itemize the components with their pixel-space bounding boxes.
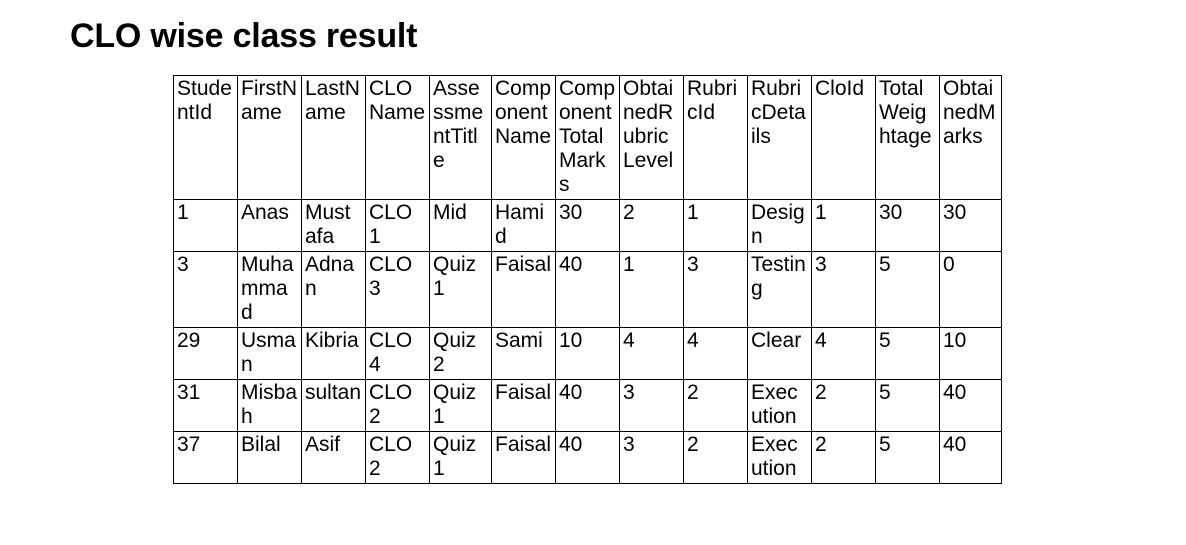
cell-assessmenttitle: Quiz 1 [430, 380, 492, 432]
cell-obtainedrubriclevel: 3 [620, 380, 684, 432]
column-header-obtainedmarks: ObtainedMarks [940, 76, 1002, 200]
cell-firstname: Misbah [238, 380, 302, 432]
column-header-componentname: ComponentName [492, 76, 556, 200]
cell-rubricdetails: Testing [748, 252, 812, 328]
cell-totalweightage: 30 [876, 200, 940, 252]
cell-rubricid: 2 [684, 380, 748, 432]
cell-rubricdetails: Design [748, 200, 812, 252]
column-header-rubricid: RubricId [684, 76, 748, 200]
cell-assessmenttitle: Mid [430, 200, 492, 252]
cell-rubricid: 2 [684, 432, 748, 484]
cell-componentname: Faisal [492, 432, 556, 484]
cell-rubricdetails: Execution [748, 380, 812, 432]
cell-obtainedmarks: 40 [940, 380, 1002, 432]
cell-assessmenttitle: Quiz 1 [430, 432, 492, 484]
cell-cloname: CLO 1 [366, 200, 430, 252]
cell-lastname: Asif [302, 432, 366, 484]
cell-studentid: 31 [174, 380, 238, 432]
cell-studentid: 3 [174, 252, 238, 328]
cell-cloid: 3 [812, 252, 876, 328]
cell-componentname: Faisal [492, 252, 556, 328]
cell-cloid: 2 [812, 432, 876, 484]
cell-studentid: 37 [174, 432, 238, 484]
cell-componentname: Faisal [492, 380, 556, 432]
cell-cloid: 1 [812, 200, 876, 252]
cell-rubricdetails: Execution [748, 432, 812, 484]
cell-totalweightage: 5 [876, 328, 940, 380]
column-header-cloname: CLOName [366, 76, 430, 200]
cell-obtainedmarks: 10 [940, 328, 1002, 380]
column-header-cloid: CloId [812, 76, 876, 200]
table-row [174, 380, 1002, 432]
cell-cloid: 4 [812, 328, 876, 380]
header-row [174, 76, 1002, 200]
cell-lastname: Kibria [302, 328, 366, 380]
cell-componenttotalmarks: 40 [556, 432, 620, 484]
column-header-assessmenttitle: AssessmentTitle [430, 76, 492, 200]
table-row [174, 328, 1002, 380]
cell-componentname: Hamid [492, 200, 556, 252]
cell-cloname: CLO 2 [366, 380, 430, 432]
cell-firstname: Bilal [238, 432, 302, 484]
cell-studentid: 29 [174, 328, 238, 380]
clo-result-table [173, 75, 1002, 484]
cell-cloname: CLO 3 [366, 252, 430, 328]
cell-cloid: 2 [812, 380, 876, 432]
table-row [174, 432, 1002, 484]
cell-obtainedmarks: 0 [940, 252, 1002, 328]
cell-cloname: CLO 2 [366, 432, 430, 484]
cell-assessmenttitle: Quiz 1 [430, 252, 492, 328]
cell-lastname: Mustafa [302, 200, 366, 252]
cell-lastname: Adnan [302, 252, 366, 328]
cell-componentname: Sami [492, 328, 556, 380]
cell-totalweightage: 5 [876, 380, 940, 432]
cell-obtainedrubriclevel: 2 [620, 200, 684, 252]
table-row [174, 200, 1002, 252]
table-row [174, 252, 1002, 328]
cell-componenttotalmarks: 30 [556, 200, 620, 252]
cell-studentid: 1 [174, 200, 238, 252]
column-header-totalweightage: TotalWeightage [876, 76, 940, 200]
cell-totalweightage: 5 [876, 432, 940, 484]
cell-firstname: Usman [238, 328, 302, 380]
column-header-firstname: FirstName [238, 76, 302, 200]
cell-componenttotalmarks: 10 [556, 328, 620, 380]
column-header-lastname: LastName [302, 76, 366, 200]
cell-rubricid: 3 [684, 252, 748, 328]
cell-obtainedrubriclevel: 1 [620, 252, 684, 328]
cell-rubricdetails: Clear [748, 328, 812, 380]
cell-rubricid: 1 [684, 200, 748, 252]
cell-obtainedrubriclevel: 3 [620, 432, 684, 484]
column-header-rubricdetails: RubricDetails [748, 76, 812, 200]
cell-rubricid: 4 [684, 328, 748, 380]
cell-assessmenttitle: Quiz 2 [430, 328, 492, 380]
cell-obtainedmarks: 30 [940, 200, 1002, 252]
cell-obtainedmarks: 40 [940, 432, 1002, 484]
cell-lastname: sultan [302, 380, 366, 432]
cell-firstname: Muhammad [238, 252, 302, 328]
column-header-componenttotalmarks: ComponentTotalMarks [556, 76, 620, 200]
cell-totalweightage: 5 [876, 252, 940, 328]
cell-componenttotalmarks: 40 [556, 252, 620, 328]
cell-componenttotalmarks: 40 [556, 380, 620, 432]
cell-firstname: Anas [238, 200, 302, 252]
page-title: CLO wise class result [70, 17, 418, 55]
cell-cloname: CLO 4 [366, 328, 430, 380]
cell-obtainedrubriclevel: 4 [620, 328, 684, 380]
column-header-obtainedrubriclevel: ObtainedRubricLevel [620, 76, 684, 200]
column-header-studentid: StudentId [174, 76, 238, 200]
